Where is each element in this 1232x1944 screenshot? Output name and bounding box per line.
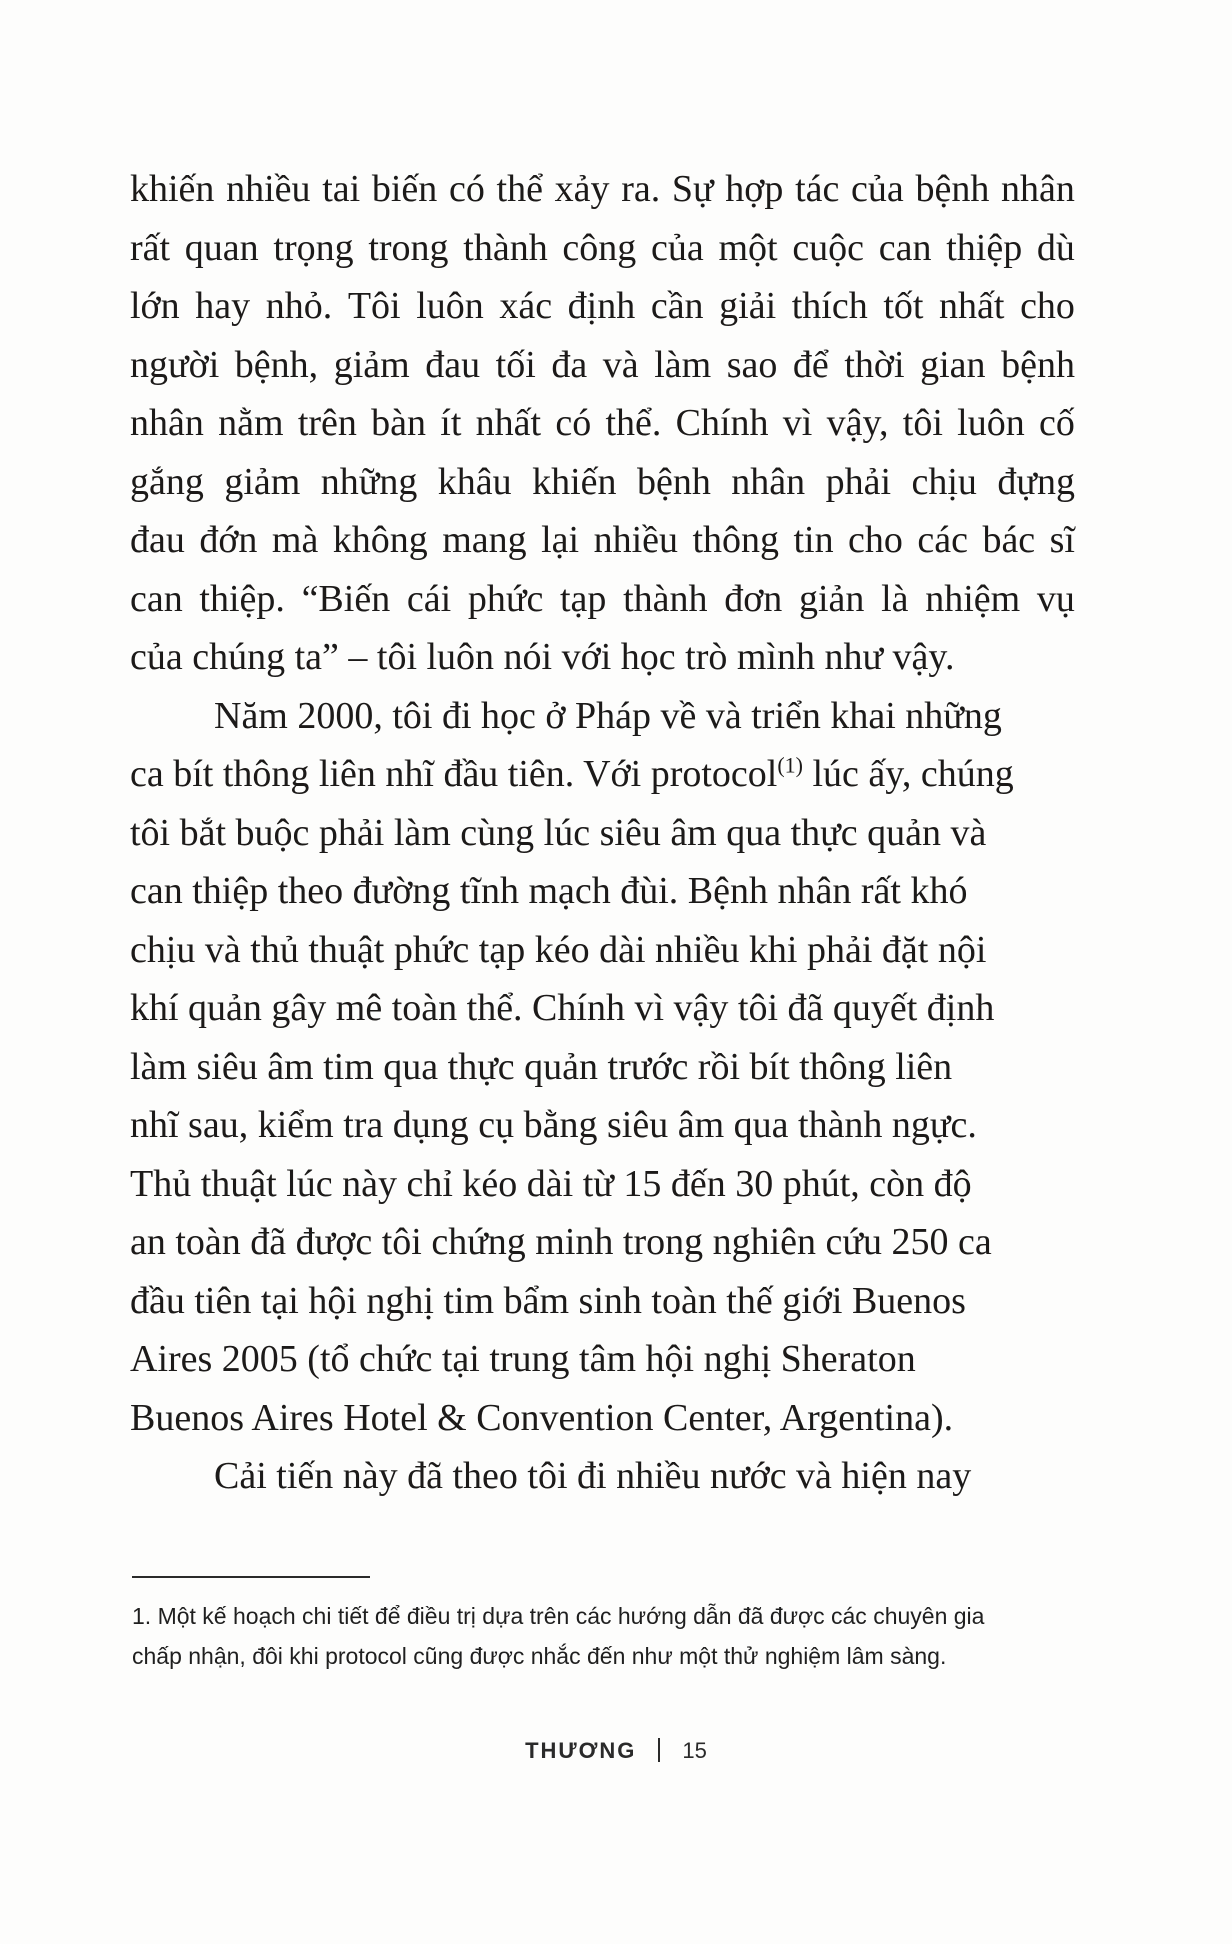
text-line: Cải tiến này đã theo tôi đi nhiều nước và hiện nay <box>214 1455 972 1497</box>
word: thích <box>791 285 868 327</box>
word: chịu <box>911 460 977 503</box>
word: luôn <box>957 402 1025 444</box>
text-line: an toàn đã được tôi chứng minh trong nghiên cứu 250 ca <box>130 1221 992 1263</box>
text-span: ca bít thông liên nhĩ đầu tiên. Với protocol <box>130 753 778 795</box>
paragraph-1 <box>130 160 1075 687</box>
word: bệnh, <box>234 343 319 386</box>
word: thể. <box>605 402 662 444</box>
word: Tôi <box>347 285 401 327</box>
text-line <box>130 570 1075 629</box>
word: đau <box>130 519 185 561</box>
word: thiệp. <box>199 577 285 620</box>
paragraph-2 <box>130 687 1075 1448</box>
word: vậy, <box>826 402 889 444</box>
word: định <box>567 285 636 327</box>
word: tối <box>495 343 536 386</box>
text-line: tôi bắt buộc phải làm cùng lúc siêu âm qua thực quản và <box>130 811 987 854</box>
footnote <box>132 1596 1082 1676</box>
text-line: can thiệp theo đường tĩnh mạch đùi. Bệnh nhân rất khó <box>130 870 968 912</box>
footnote-divider <box>132 1576 370 1578</box>
word: luôn <box>416 285 484 327</box>
text-line <box>130 336 1075 395</box>
word: rất <box>130 226 171 269</box>
word: thành <box>623 577 708 620</box>
text-line <box>130 219 1075 278</box>
text-line: Năm 2000, tôi đi học ở Pháp về và triển khai những <box>214 694 1002 737</box>
text-line <box>130 277 1075 336</box>
word: của <box>851 168 904 210</box>
word: cho <box>1020 285 1075 327</box>
word: bệnh <box>915 168 990 210</box>
word: khiến <box>130 168 215 210</box>
word: có <box>448 168 485 210</box>
word: làm <box>654 343 712 386</box>
word: quan <box>184 226 259 269</box>
word: ra. <box>621 168 661 210</box>
word: cho <box>848 519 903 561</box>
paragraph-3 <box>130 1447 1075 1506</box>
text-line <box>130 160 1075 219</box>
word: Chính <box>675 402 769 444</box>
text-line: làm siêu âm tim qua thực quản trước rồi bít thông liên <box>130 1045 953 1088</box>
word: những <box>320 460 418 503</box>
page-number: 15 <box>682 1738 707 1763</box>
word: sao <box>726 343 778 386</box>
word: bàn <box>371 402 427 444</box>
word: tôi <box>902 402 943 444</box>
word: và <box>602 343 639 386</box>
word: hay <box>195 285 251 327</box>
word: nhiệm <box>925 577 1021 620</box>
word: cần <box>650 285 704 327</box>
word: trong <box>368 226 449 269</box>
word: có <box>555 402 592 444</box>
word: thời <box>844 343 905 386</box>
word: khâu <box>437 460 512 503</box>
text-line: Buenos Aires Hotel & Convention Center, Argentina). <box>130 1396 954 1439</box>
word: phức <box>467 577 544 620</box>
text-line-with-footnote <box>130 745 1075 804</box>
text-line <box>130 453 1075 512</box>
word: mà <box>271 519 319 561</box>
word: hợp <box>725 168 784 210</box>
word: gian <box>920 343 986 386</box>
word: nhân <box>731 460 806 503</box>
word: can <box>130 577 183 620</box>
word: trên <box>297 402 357 444</box>
word: người <box>130 343 220 386</box>
word: đơn <box>724 577 783 620</box>
word: cố <box>1038 402 1075 444</box>
word: tốt <box>883 285 924 327</box>
word: các <box>917 519 968 561</box>
text-line <box>130 394 1075 453</box>
word: nhỏ. <box>265 285 333 327</box>
footnote-reference[interactable]: (1) <box>777 752 803 778</box>
word: xảy <box>554 168 610 210</box>
text-line: đầu tiên tại hội nghị tim bẩm sinh toàn thế giới Buenos <box>130 1279 966 1322</box>
book-title: THƯƠNG <box>525 1738 637 1763</box>
text-line: khí quản gây mê toàn thể. Chính vì vậy tôi đã quyết định <box>130 987 995 1029</box>
word: không <box>332 519 428 561</box>
word: thành <box>463 226 548 269</box>
word: đa <box>551 343 588 386</box>
word: thông <box>692 519 780 561</box>
word: nhất <box>475 402 542 444</box>
word: Sự <box>671 168 714 210</box>
word: nhiều <box>226 168 311 210</box>
word: bệnh <box>636 460 711 503</box>
word: biến <box>371 168 438 210</box>
word: giảm <box>224 460 301 503</box>
word: cuộc <box>792 226 865 269</box>
word: nhân <box>130 402 204 444</box>
text-span: lúc ấy, chúng <box>803 753 1014 795</box>
word: thể <box>496 168 543 210</box>
text-line: Thủ thuật lúc này chỉ kéo dài từ 15 đến 30 phút, còn độ <box>130 1162 972 1205</box>
word: phải <box>825 460 892 503</box>
word: mang <box>442 519 527 561</box>
word: tác <box>795 168 840 210</box>
word: giảm <box>333 343 410 386</box>
word: sĩ <box>1049 519 1075 561</box>
footer-separator <box>658 1738 660 1762</box>
text-line <box>130 511 1075 570</box>
word: đựng <box>997 460 1075 503</box>
text-line: nhĩ sau, kiểm tra dụng cụ bằng siêu âm qua thành ngực. <box>130 1104 977 1146</box>
word: cái <box>406 577 452 620</box>
word: thiệp <box>946 226 1023 269</box>
body-text <box>130 160 1075 1506</box>
word: là <box>881 577 909 620</box>
word: ít <box>440 402 462 444</box>
word: xác <box>499 285 553 327</box>
text-line: chịu và thủ thuật phức tạp kéo dài nhiều khi phải đặt nội <box>130 928 987 971</box>
word: can <box>878 226 932 269</box>
word: gắng <box>130 460 204 503</box>
word: đau <box>425 343 481 386</box>
footnote-line: chấp nhận, đôi khi protocol cũng được nhắc đến như một thử nghiệm lâm sàng. <box>132 1643 947 1669</box>
word: nhất <box>939 285 1005 327</box>
word: trọng <box>273 226 354 269</box>
word: vụ <box>1036 577 1075 620</box>
word: dù <box>1036 226 1075 269</box>
text-line: Aires 2005 (tổ chức tại trung tâm hội nghị Sheraton <box>130 1338 916 1380</box>
word: đớn <box>199 519 258 561</box>
word: lớn <box>130 285 180 327</box>
word: tạp <box>559 577 607 620</box>
word: bác <box>982 519 1036 561</box>
word: vì <box>782 402 813 444</box>
word: nằm <box>218 402 284 444</box>
word: bệnh <box>1001 343 1075 386</box>
word: nhiều <box>593 519 678 561</box>
word: nhân <box>1001 168 1075 210</box>
word: của <box>651 226 704 269</box>
text-line: của chúng ta” – tôi luôn nói với học trò mình như vậy. <box>130 636 955 678</box>
word: công <box>562 226 637 269</box>
word: một <box>718 226 778 269</box>
word: khiến <box>532 460 617 503</box>
running-footer <box>0 1738 1232 1764</box>
word: giản <box>798 577 865 620</box>
footnote-line: 1. Một kế hoạch chi tiết để điều trị dựa trên các hướng dẫn đã được các chuyên gia <box>132 1603 985 1629</box>
word: lại <box>541 519 580 561</box>
word: “Biến <box>301 577 391 620</box>
word: giải <box>719 285 777 327</box>
word: để <box>792 343 829 386</box>
word: tai <box>322 168 361 210</box>
word: tin <box>793 519 834 561</box>
